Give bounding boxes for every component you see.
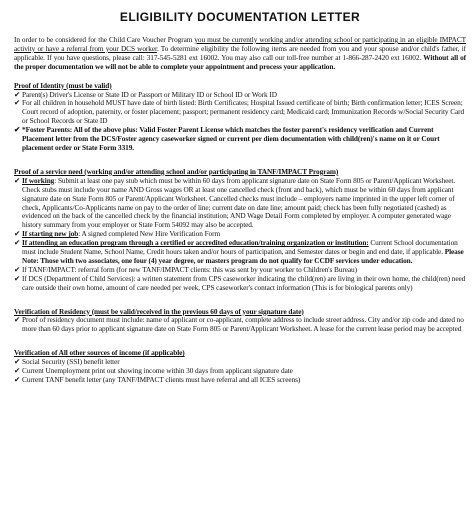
intro-text-2: . To determine eligibility the following items are needed from you and your spouse and/or child's father, if applicable. If you have questions, please call: 317-545-5281 ext 16002. You may also call our toll-free number at 1-866-287-2420 ext 16002. [14, 43, 467, 62]
residency-item: ✔ Proof of residency document must include: name of applicant or co-applicant, complete address to include street address. City and/or zip code and dated no more than 60 days prior to applicant signature date on State Form 805 or Parent/Applicant Worksheet. A lease for the current lease period may be accepted [14, 315, 464, 334]
check-mark-icon: ✔ [14, 125, 21, 135]
intro-warning: Without all of the proper documentation we will not be able to complete your appointment and process your application. [14, 52, 466, 71]
check-mark-icon: ✔ [14, 357, 21, 367]
list-item: ✔ Current TANF benefit letter (any TANF/IMPACT clients must have referral and all ICES screens) [14, 375, 301, 384]
list-item: ✔ Social Security (SSI) benefit letter [14, 357, 120, 367]
education-item: ✔ If attending an education program through a certified or accredited education/training organization or institution: Current School documentation must include Student Name, School Name, Credit hours taken and/or hours of participation, and Semester dates or begin and end date, if applicable. Please Note: Those with two associates, one four (4) year degree, or masters program do not qualify for CCDF services under education. [14, 238, 464, 265]
document-title: ELIGIBILITY DOCUMENTATION LETTER [119, 10, 361, 24]
service-need-section [14, 168, 466, 293]
check-mark-icon: ✔ [14, 375, 21, 384]
check-mark-icon: ✔ [14, 366, 21, 376]
list-item: ✔ For all children in household MUST have date of birth listed: Birth Certificates; Hospital Issued certificate of birth; Birth confirmation letter; ICES Screen; Court record of adoption, paternity, or foster placement; passport; permanent residency card; Medicaid card; Immunization Records w/Social Security Card or School Records or State ID [14, 98, 465, 126]
check-mark-icon: ✔ [14, 315, 21, 325]
residency-section [14, 308, 466, 335]
check-mark-icon: ✔ [14, 273, 21, 283]
check-mark-icon: ✔ [14, 229, 21, 239]
intro-requirement: you must be currently working and/or attending school or participating in an eligible IMPACT activity or have a referral from your DCS worker [14, 35, 466, 53]
service-heading: Proof of a service need (working and/or attending school and/or participating in TANF/IMPACT Program) [14, 166, 339, 176]
residency-heading: Verification of Residency (must be valid/received in the previous 60 days of your signature date) [14, 306, 304, 316]
identity-heading: Proof of Identity (must be valid) [14, 80, 112, 90]
check-mark-icon: ✔ [14, 264, 21, 274]
identity-section [14, 82, 466, 153]
check-mark-icon: ✔ [14, 89, 21, 99]
dcs-item: ✔ If DCS (Department of Child Services): a written statement from CPS caseworker indicating the child(ren) are living in their own home, the child(ren) need care outside their own home, amount of care needed per week, CPS caseworker's contact information (This is for biological parents only) [14, 273, 466, 292]
list-item: ✔ Current Unemployment print out showing income within 30 days from applicant signature date [14, 366, 293, 376]
income-section [14, 349, 466, 385]
foster-parent-item: ✔ *Foster Parents: All of the above plus: Valid Foster Parent License which matches the foster parent's residency verification and Current Placement letter from the DCS/Foster agency caseworker signed or current per diem documentation with child(ren)'s name on it or Court placement order or State Form 3319. [14, 125, 440, 152]
list-item: ✔ Parent(s) Driver's License or State ID or Passport or Military ID or School ID or Work ID [14, 89, 277, 99]
intro-text-1: In order to be considered for the Child Care Voucher Program [14, 35, 195, 44]
check-mark-icon: ✔ [14, 175, 21, 185]
income-heading: Verification of All other sources of income (if applicable) [14, 348, 185, 358]
intro-paragraph [14, 36, 466, 72]
check-mark-icon: ✔ [14, 238, 21, 248]
tanf-item: ✔ If TANF/IMPACT: referral form (for new TANF/IMPACT clients: this was sent by your worker to Children's Bureau) [14, 264, 357, 274]
working-item: ✔ If working: Submit at least one pay stub which must be within 60 days from applicant signature date on State Form 805 or Parent/Applicant Worksheet. Check stubs must include your name AND Gross wages OR at least one cancelled check (front and back), which must be within 60 days from applicant signature date on State Form 805 or Parent/Applicant Worksheet. Cancelled checks must include – employers name imprinted in the upper left corner of check, Applicants/Co-Applicants name on pay to the order of line; current date on date line; amount paid; check has been fully negotiated (cashed) as evidenced on the back of the cancelled check by the financial institution; AND Wage Detail Form completed by employer. A computer generated wage history summary from your employer or State Form 54092 may also be accepted. [14, 175, 456, 230]
new-job-item: ✔ If starting new job: A signed completed New Hire Verification Form [14, 229, 221, 239]
check-mark-icon: ✔ [14, 98, 21, 108]
